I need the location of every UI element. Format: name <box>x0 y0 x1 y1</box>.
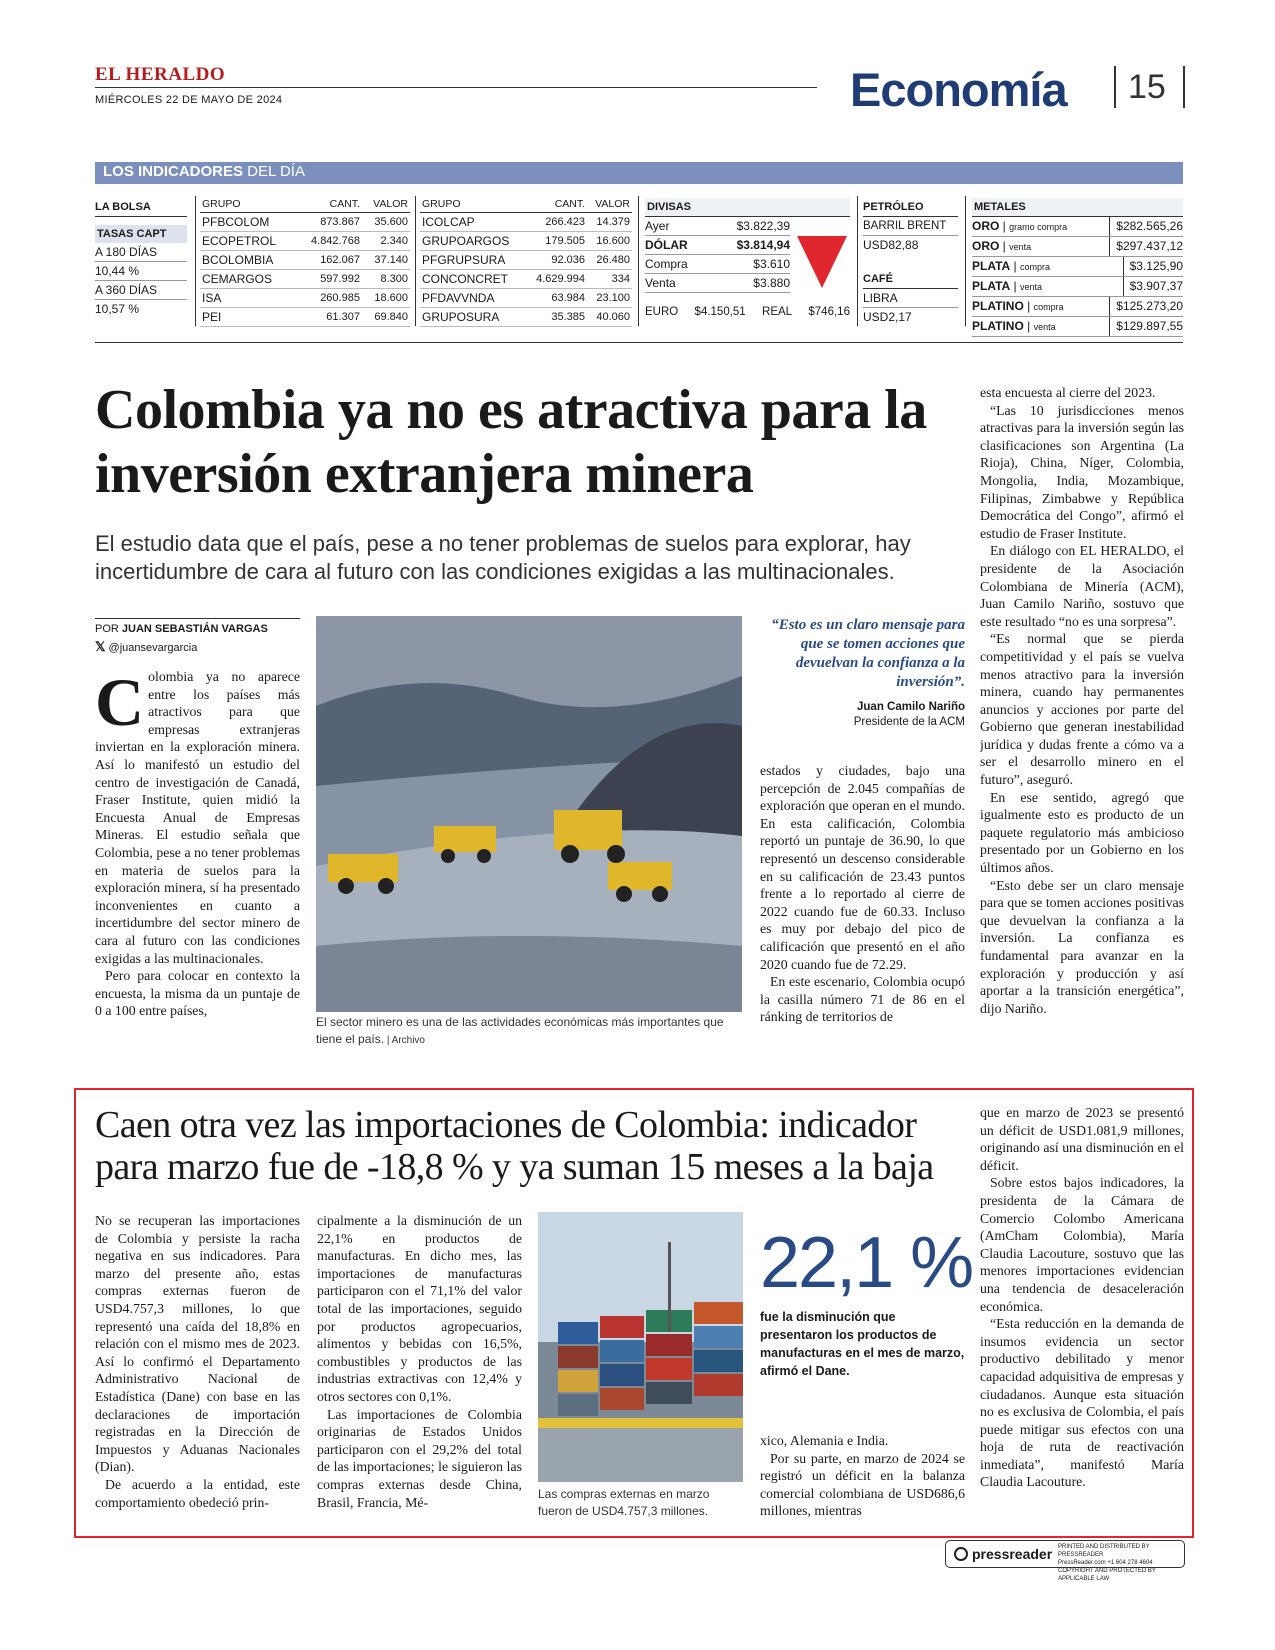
byline-prefix: POR <box>95 623 122 635</box>
stock-value: 35.600 <box>374 216 408 228</box>
page-divider <box>1183 66 1185 108</box>
metal-label <box>972 217 1067 236</box>
metal-separator: | <box>999 239 1010 253</box>
metal-row <box>972 297 1183 317</box>
stock-row <box>200 232 410 251</box>
metales-label: METALES <box>972 198 1183 217</box>
article-column-2 <box>317 1212 522 1522</box>
paragraph: cipalmente a la disminución de un 22,1% en productos de manufacturas. En dicho mes, las importaciones de manufacturas participaron con el 71,1% del valor total de las importaciones, seguido por productos agropecuarios, alimentos y bebidas con 16,5%, combustibles y productos de las industrias extractivas con 12,4% y otros sectores con 0,1%. <box>317 1213 522 1404</box>
stock-name: PFDAVVNDA <box>422 291 495 305</box>
metal-qualifier: gramo compra <box>1009 222 1068 232</box>
indicators-title: LOS INDICADORES <box>103 163 244 180</box>
stock-name: PFGRUPSURA <box>422 253 506 267</box>
stocks-table-2 <box>420 196 632 327</box>
metal-qualifier: venta <box>1009 242 1032 252</box>
currency-label: Compra <box>645 257 688 271</box>
paragraph: esta encuesta al cierre del 2023. <box>980 385 1156 400</box>
metal-value: $3.907,37 <box>1123 277 1183 296</box>
metal-qualifier: compra <box>1020 262 1051 272</box>
paragraph: Sobre estos bajos indicadores, la presidenta de la Cámara de Comercio Colombo Americana (AmCham Colombia), María Claudia Lacouture, sostuvo que las menores importaciones evidencian una tendencia de desaceleración económica. <box>980 1175 1184 1314</box>
currency-row <box>645 236 790 255</box>
divisas-label: DIVISAS <box>645 198 850 217</box>
paragraph: estados y ciudades, bajo una percepción de 2.045 compañías de exploración que operan en el mundo. En esta calificación, Colombia reportó un puntaje de 36.90, lo que representó un descenso considerable en su calificación de 23.43 puntos frente a lo reportado al cierre de 2022 cuando fue de 60.33. Incluso es muy por debajo del pico de calificación que presentó en el año 2020 cuando fue de 72.29. <box>760 763 965 972</box>
libra-label: LIBRA <box>863 289 958 308</box>
paragraph: Por su parte, en marzo de 2024 se registró un déficit en la balanza comercial colombiana de USD686,6 millones, mientras <box>760 1450 965 1519</box>
article-column-1 <box>95 1212 300 1522</box>
key-figure-caption: fue la disminución que presentaron los productos de manufacturas en el mes de marzo, afirmó el Dane. <box>760 1310 965 1378</box>
stock-name: GRUPOARGOS <box>422 234 510 248</box>
stock-row <box>420 251 632 270</box>
stock-value: 334 <box>611 273 630 285</box>
brent-value: USD82,88 <box>863 238 919 252</box>
stock-name: ECOPETROL <box>202 234 277 248</box>
stock-quantity: 4.629.994 <box>536 273 586 285</box>
quote-role: Presidente de la ACM <box>853 716 965 728</box>
metal-separator: | <box>1023 319 1034 333</box>
containers-photo <box>538 1212 743 1482</box>
stock-quantity: 266.423 <box>545 216 586 228</box>
real-value: $746,16 <box>808 306 850 318</box>
byline <box>95 618 300 655</box>
stock-row <box>420 308 632 327</box>
stock-name: CEMARGOS <box>202 272 273 286</box>
stock-value: 2.340 <box>380 235 408 247</box>
stock-quantity: 162.067 <box>320 254 360 266</box>
metal-name: PLATINO <box>972 319 1024 333</box>
column-rule <box>965 196 966 326</box>
tasa-360-value: 10,57 % <box>95 302 140 316</box>
article-column-3 <box>760 1432 965 1524</box>
col-header-grupo: GRUPO <box>420 196 526 213</box>
metal-label <box>972 317 1056 336</box>
column-rule <box>415 196 416 326</box>
article-column-4 <box>980 384 1184 1052</box>
stock-value: 26.480 <box>596 254 630 266</box>
stock-row <box>200 289 410 308</box>
indicators-header <box>95 162 1183 184</box>
metal-name: PLATINO <box>972 299 1024 313</box>
photo-caption <box>316 1014 742 1049</box>
article-column-4 <box>980 1104 1184 1524</box>
metal-name: PLATA <box>972 259 1011 273</box>
stock-row <box>200 213 410 232</box>
metal-label <box>972 277 1042 296</box>
newspaper-brand: EL HERALDO <box>95 64 226 85</box>
metales-block <box>972 198 1183 337</box>
key-figure: 22,1 % <box>760 1223 973 1303</box>
stock-quantity: 873.867 <box>320 216 360 228</box>
cafe-label: CAFÉ <box>863 270 958 289</box>
article-headline: Colombia ya no es atractiva para la inversión extranjera minera <box>95 379 927 505</box>
drop-cap: C <box>95 668 145 740</box>
stock-row <box>420 289 632 308</box>
real-label: REAL <box>762 306 793 318</box>
metal-separator: | <box>1010 259 1021 273</box>
stock-row <box>200 251 410 270</box>
metal-separator: | <box>1010 279 1021 293</box>
article-headline: Caen otra vez las importaciones de Colombia: indicador para marzo fue de -18,8 % y ya suman 15 meses a la baja <box>95 1104 934 1188</box>
indicators-subtitle: DEL DÍA <box>243 163 305 180</box>
paragraph: xico, Alemania e India. <box>760 1433 889 1448</box>
footer-line: PressReader.com +1 604 278 4604 <box>1058 1560 1153 1566</box>
currency-value: $3.822,39 <box>736 219 790 233</box>
pressreader-logo <box>954 1546 1052 1562</box>
pressreader-badge[interactable] <box>945 1540 1185 1582</box>
col-header-cant: CANT. <box>526 196 587 213</box>
paragraph: que en marzo de 2023 se presentó un déficit de USD1.081,9 millones, originando así una disminución en el déficit. <box>980 1105 1184 1173</box>
indicators-bottom-rule <box>95 342 1183 343</box>
brent-label: BARRIL BRENT <box>863 217 958 236</box>
stock-row <box>200 270 410 289</box>
pull-quote: “Esto es un claro mensaje para que se tomen acciones que devuelvan la confianza a la inversión”. <box>771 617 965 690</box>
paragraph: olombia ya no aparece entre los países más atractivos para que empresas extranjeras inviertan en la exploración minera. Así lo manifestó un estudio del centro de investigación de Canadá, Fraser Institute, quien midió la Encuesta Anual de Empresas Mineras. El estudio señala que Colombia, pese a no tener problemas en materia de suelos para la exploración minera, sí ha presentado inconvenientes en cuanto a incertidumbre del sector minero de cara al futuro con las condiciones exigidas a las multinacionales. <box>95 669 300 966</box>
metal-qualifier: venta <box>1020 282 1043 292</box>
tasa-180-label: A 180 DÍAS <box>95 243 187 262</box>
article-column-1 <box>95 668 300 1048</box>
metal-name: PLATA <box>972 279 1011 293</box>
currency-label: DÓLAR <box>645 238 688 252</box>
stock-row <box>200 308 410 327</box>
paragraph: Las importaciones de Colombia originarias de Estados Unidos participaron con el 29,2% del total de las importaciones; le siguieron las compras externas desde China, Brasil, Francia, Mé- <box>317 1406 522 1510</box>
col-header-valor: VALOR <box>362 196 410 213</box>
metal-separator: | <box>999 219 1010 233</box>
stock-value: 14.379 <box>596 216 630 228</box>
metal-value: $297.437,12 <box>1109 237 1183 256</box>
stock-name: ISA <box>202 291 222 305</box>
pressreader-icon <box>954 1547 968 1561</box>
bolsa-block <box>95 198 187 318</box>
col-header-grupo: GRUPO <box>200 196 296 213</box>
metal-label <box>972 297 1064 316</box>
paragraph: De acuerdo a la entidad, este comportamiento obedeció prin- <box>95 1476 300 1510</box>
page-divider <box>1114 66 1116 108</box>
metal-value: $125.273,20 <box>1109 297 1183 316</box>
paragraph: En diálogo con EL HERALDO, el presidente de la Asociación Colombiana de Minería (ACM), Juan Camilo Nariño, sostuvo que este resultado “no es una sorpresa”. <box>980 543 1184 629</box>
pull-quote-attribution <box>760 700 965 730</box>
section-title: Economía <box>850 63 1067 116</box>
stock-value: 8.300 <box>380 273 408 285</box>
paragraph: “Es normal que se pierda competitividad y el país se vuelva menos atractivo para la inversión minera, cuando hay permanentes anuncios y acciones por parte del Gobierno que generan inestabilidad jurídica y dudas frente a cómo va a ser el desarrollo minero en el futuro”, aseguró. <box>980 631 1184 788</box>
masthead-rule <box>95 87 817 88</box>
tasas-label: TASAS CAPT <box>95 225 187 243</box>
stock-value: 18.600 <box>374 292 408 304</box>
stock-name: PFBCOLOM <box>202 215 270 229</box>
footer-line: PRINTED AND DISTRIBUTED BY PRESSREADER <box>1058 1544 1150 1558</box>
metal-label <box>972 257 1050 276</box>
article-column-3 <box>760 762 965 1050</box>
currency-value: $3.814,94 <box>736 238 790 252</box>
stock-name: PEI <box>202 310 222 324</box>
photo-credit: | Archivo <box>384 1035 425 1046</box>
metal-row <box>972 257 1183 277</box>
paragraph: “Esta reducción en la demanda de insumos evidencia un sector productivo debilitado y menor capacidad adquisitiva de empresas y ciudadanos. Aunque esta situación no es exclusiva de Colombia, el país puede mitigar sus efectos con una hoja de ruta de reactivación inmediata”, manifestó María Claudia Lacouture. <box>980 1316 1184 1490</box>
metal-row <box>972 317 1183 337</box>
column-rule <box>857 196 858 326</box>
metal-qualifier: compra <box>1033 302 1064 312</box>
col-header-valor: VALOR <box>587 196 632 213</box>
stock-name: ICOLCAP <box>422 215 475 229</box>
stock-quantity: 35.385 <box>551 311 586 323</box>
metal-name: ORO <box>972 239 1000 253</box>
stock-row <box>420 232 632 251</box>
pressreader-brand: pressreader <box>972 1546 1053 1562</box>
stock-quantity: 61.307 <box>326 311 360 323</box>
metal-name: ORO <box>972 219 1000 233</box>
column-rule <box>195 196 196 326</box>
stock-quantity: 92.036 <box>551 254 586 266</box>
stock-value: 69.840 <box>374 311 408 323</box>
bolsa-label: LA BOLSA <box>95 198 187 217</box>
petroleo-label: PETRÓLEO <box>863 198 958 217</box>
tasa-180-value: 10,44 % <box>95 262 187 281</box>
metal-qualifier: venta <box>1033 322 1056 332</box>
col-header-cant: CANT. <box>296 196 361 213</box>
currency-label: Ayer <box>645 219 670 233</box>
paragraph: Pero para colocar en contexto la encuesta, la misma da un puntaje de 0 a 100 entre países, <box>95 968 300 1019</box>
stock-name: GRUPOSURA <box>422 310 500 324</box>
page-number: 15 <box>1128 68 1166 106</box>
metal-row <box>972 237 1183 257</box>
stock-name: CONCONCRET <box>422 272 508 286</box>
tasa-360-label: A 360 DÍAS <box>95 281 187 300</box>
paragraph: “Esto debe ser un claro mensaje para que se tomen acciones positivas que devuelvan la confianza a la inversión. La confianza es fundamental para avanzar en la exploración y producción y así aportar a la transición energética”, dijo Nariño. <box>980 877 1184 1016</box>
stock-value: 23.100 <box>596 292 630 304</box>
stock-name: BCOLOMBIA <box>202 253 274 267</box>
stock-value: 40.060 <box>596 311 630 323</box>
issue-date: MIÉRCOLES 22 DE MAYO DE 2024 <box>95 94 283 106</box>
currency-label: Venta <box>645 276 676 290</box>
currency-row <box>645 217 790 236</box>
stock-row <box>420 213 632 232</box>
stocks-table-1 <box>200 196 410 327</box>
paragraph: En ese sentido, agregó que igualmente esto es producto de un paquete regulatorio más ambicioso presentado por un Gobierno en los últimos años. <box>980 789 1184 876</box>
author-handle[interactable]: @juansevargarcia <box>108 642 198 654</box>
currency-value: $3.610 <box>753 257 790 271</box>
article-dek: El estudio data que el país, pese a no tener problemas de suelos para explorar, hay incertidumbre de cara al futuro con las condiciones exigidas a las multinacionales. <box>95 531 911 584</box>
stock-quantity: 4.842.768 <box>311 235 360 247</box>
currency-value: $3.880 <box>753 276 790 290</box>
stock-value: 37.140 <box>374 254 408 266</box>
stock-quantity: 597.992 <box>320 273 360 285</box>
euro-label: EURO <box>645 306 679 318</box>
stock-value: 16.600 <box>596 235 630 247</box>
paragraph: En este escenario, Colombia ocupó la casilla número 71 de 86 en el ránking de territorios de <box>760 974 965 1025</box>
footer-line: COPYRIGHT AND PROTECTED BY APPLICABLE LAW <box>1058 1568 1156 1582</box>
paragraph: “Las 10 jurisdicciones menos atractivas para la inversión según las clasificaciones son Argentina (La Rioja), China, Níger, Colombia, Mongolia, India, Mozambique, Filipinas, Zimbabwe y República Democrática del Congo”, afirmó el estudio de Fraser Institute. <box>980 402 1184 541</box>
currency-row <box>645 274 790 293</box>
currency-row <box>645 255 790 274</box>
stock-row <box>420 270 632 289</box>
metal-value: $3.125,90 <box>1123 257 1183 276</box>
x-logo-icon: 𝕏 <box>95 639 106 654</box>
down-arrow-icon <box>797 236 847 288</box>
paragraph: No se recuperan las importaciones de Colombia y persiste la racha negativa en sus indicadores. Para marzo del presente año, estas compras externas fueron de USD4.757,3 millones, lo que representó una caída del 18,8% en relación con el mismo mes de 2023. Así lo confirmó el Departamento Administrativo Nacional de Estadística (Dane) con base en las declaraciones de importación registradas en la Dirección de Impuestos y Aduanas Nacionales (Dian). <box>95 1213 300 1475</box>
quote-author: Juan Camilo Nariño <box>857 701 965 713</box>
metal-separator: | <box>1023 299 1034 313</box>
stock-quantity: 260.985 <box>320 292 360 304</box>
stock-quantity: 63.984 <box>551 292 586 304</box>
metal-row <box>972 277 1183 297</box>
euro-value: $4.150,51 <box>694 306 746 318</box>
metal-value: $282.565,26 <box>1109 217 1183 236</box>
metal-label <box>972 237 1031 256</box>
author-name: JUAN SEBASTIÁN VARGAS <box>121 623 268 635</box>
metal-row <box>972 217 1183 237</box>
column-rule <box>638 196 639 326</box>
petroleo-block <box>863 198 958 326</box>
mining-photo <box>316 616 742 1012</box>
caption-text: El sector minero es una de las actividades económicas más importantes que tiene el país. <box>316 1015 724 1046</box>
photo-caption: Las compras externas en marzo fueron de USD4.757,3 millones. <box>538 1487 710 1518</box>
libra-value: USD2,17 <box>863 310 912 324</box>
metal-value: $129.897,55 <box>1109 317 1183 336</box>
stock-quantity: 179.505 <box>545 235 586 247</box>
